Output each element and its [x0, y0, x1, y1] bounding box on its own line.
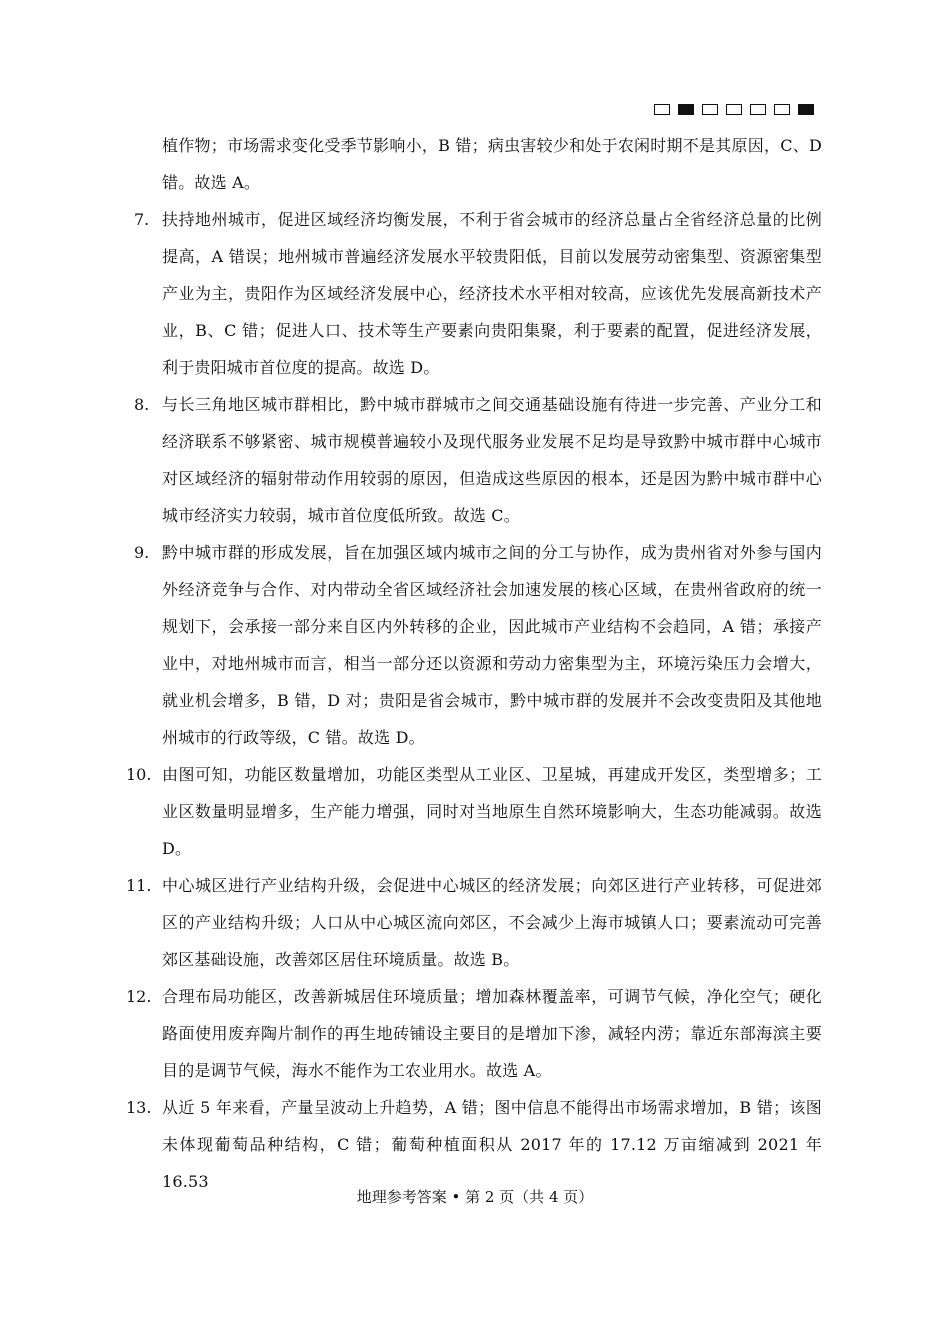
header-square-2 [678, 104, 694, 115]
continuation-text: 植作物；市场需求变化受季节影响小，B 错；病虫害较少和处于农闲时期不是其原因，C、D 错。故选 A。 [162, 136, 822, 192]
answer-number: 8. [134, 395, 150, 414]
answer-text: 与长三角地区城市群相比，黔中城市群城市之间交通基础设施有待进一步完善、产业分工和经济联系不够紧密、城市规模普遍较小及现代服务业发展不足均是导致黔中城市群中心城市对区域经济的辐射带动作用较弱的原因，但造成这些原因的根本，还是因为黔中城市群中心城市经济实力较弱，城市首位度低所致。故选 C。 [162, 395, 822, 525]
header-marks [654, 104, 814, 115]
continuation-paragraph [132, 127, 822, 201]
answer-text: 合理布局功能区，改善新城居住环境质量；增加森林覆盖率，可调节气候，净化空气；硬化路面使用废弃陶片制作的再生地砖铺设主要目的是增加下渗，减轻内涝；靠近东部海滨主要目的是调节气候，海水不能作为工农业用水。故选 A。 [162, 987, 822, 1080]
header-square-5 [750, 104, 766, 115]
answer-number: 13. [126, 1098, 152, 1117]
answer-number: 7. [134, 210, 150, 229]
page-footer: 地理参考答案 • 第 2 页（共 4 页） [356, 1188, 594, 1206]
answer-number: 11. [126, 876, 152, 895]
answer-text: 黔中城市群的形成发展，旨在加强区域内城市之间的分工与协作，成为贵州省对外参与国内外经济竞争与合作、对内带动全省区域经济社会加速发展的核心区域，在贵州省政府的统一规划下，会承接一部分来自区内外转移的企业，因此城市产业结构不会趋同，A 错；承接产业中，对地州城市而言，相当一部分还以资源和劳动力密集型为主，环境污染压力会增大，就业机会增多，B 错，D 对；贵阳是省会城市，黔中城市群的发展并不会改变贵阳及其他地州城市的行政等级，C 错。故选 D。 [162, 543, 822, 747]
answer-item-8 [132, 386, 822, 534]
header-square-1 [654, 104, 670, 115]
answer-item-11 [126, 867, 822, 978]
answer-number: 12. [126, 987, 152, 1006]
header-square-3 [702, 104, 718, 115]
answer-content [126, 127, 822, 1200]
answer-item-13 [126, 1089, 822, 1200]
answer-item-7 [132, 201, 822, 386]
answer-text: 扶持地州城市，促进区域经济均衡发展，不利于省会城市的经济总量占全省经济总量的比例提高，A 错误；地州城市普遍经济发展水平较贵阳低，目前以发展劳动密集型、资源密集型产业为主，贵阳作为区域经济发展中心，经济技术水平相对较高，应该优先发展高新技术产业，B、C 错；促进人口、技术等生产要素向贵阳集聚，利于要素的配置，促进经济发展，利于贵阳城市首位度的提高。故选 D。 [162, 210, 822, 377]
header-square-4 [726, 104, 742, 115]
answer-item-9 [132, 534, 822, 756]
answer-item-10 [126, 756, 822, 867]
answer-text: 从近 5 年来看，产量呈波动上升趋势，A 错；图中信息不能得出市场需求增加，B 错；该图未体现葡萄品种结构，C 错；葡萄种植面积从 2017 年的 17.12 万亩缩减到 2021 年 16.53 [162, 1098, 822, 1191]
answer-text: 中心城区进行产业结构升级，会促进中心城区的经济发展；向郊区进行产业转移，可促进郊区的产业结构升级；人口从中心城区流向郊区，不会减少上海市城镇人口；要素流动可完善郊区基础设施，改善郊区居住环境质量。故选 B。 [162, 876, 822, 969]
answer-number: 10. [126, 765, 152, 784]
answer-text: 由图可知，功能区数量增加，功能区类型从工业区、卫星城，再建成开发区，类型增多；工业区数量明显增多，生产能力增强，同时对当地原生自然环境影响大，生态功能减弱。故选 D。 [162, 765, 822, 858]
header-square-7 [798, 104, 814, 115]
header-square-6 [774, 104, 790, 115]
answer-item-12 [126, 978, 822, 1089]
answer-number: 9. [134, 543, 150, 562]
